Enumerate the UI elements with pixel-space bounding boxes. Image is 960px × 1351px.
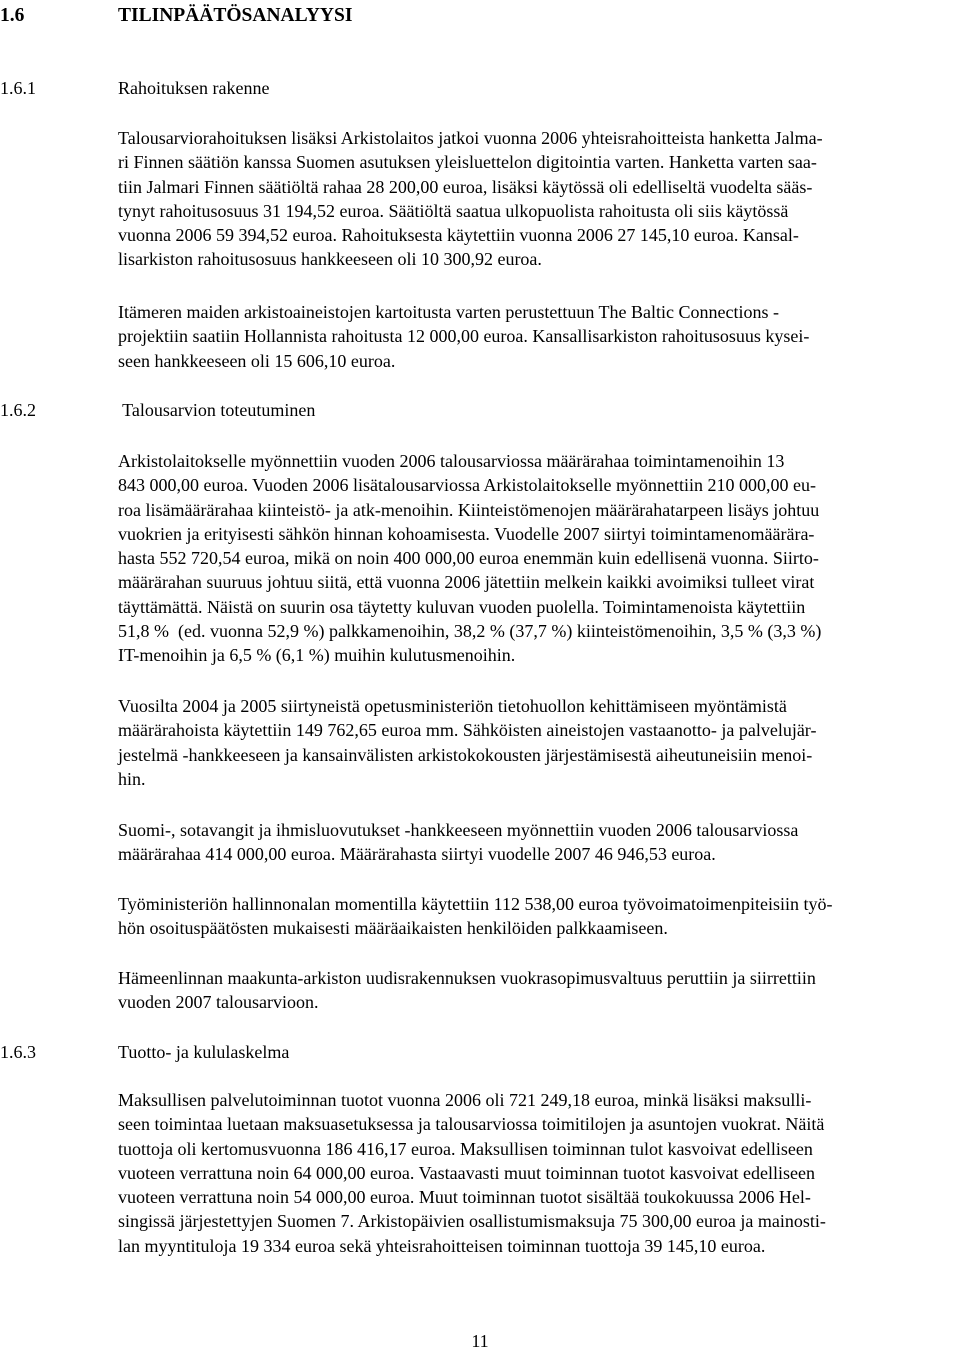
page-number: 11 xyxy=(471,1331,489,1351)
text-line: lisarkiston rahoitusosuus hankkeeseen oli 10 300,92 euroa. xyxy=(118,249,542,270)
section-title: TILINPÄÄTÖSANALYYSI xyxy=(118,5,353,26)
text-line: projektiin saatiin Hollannista rahoitusta 12 000,00 euroa. Kansallisarkiston rahoitusosuus kysei- xyxy=(118,326,810,347)
text-line: tuottoja oli kertomusvuonna 186 416,17 euroa. Maksullisen toiminnan tulot kasvoivat edelliseen xyxy=(118,1138,813,1159)
text-line: Arkistolaitokselle myönnettiin vuoden 2006 talousarviossa määrärahaa toimintamenoihin 13 xyxy=(118,451,785,471)
text-line: jestelmä -hankkeeseen ja kansainvälisten arkistokokousten järjestämisestä aiheutuneisiin menoi- xyxy=(118,744,813,765)
text-line: ri Finnen säätiön kanssa Suomen asutuksen yleisluettelon digitointia varten. Hanketta varten saa- xyxy=(118,152,817,173)
paragraph xyxy=(118,818,960,867)
text-line: tiin Jalmari Finnen säätiöltä rahaa 28 200,00 euroa, lisäksi käytössä oli edelliseltä vuodelta sääs- xyxy=(118,176,813,197)
text-line: vuoteen verrattuna noin 54 000,00 euroa. Muut toiminnan tuotot sisältää toukokuussa 2006 Hel- xyxy=(118,1187,811,1208)
text-line: Suomi-, sotavangit ja ihmisluovutukset -hankkeeseen myönnettiin vuoden 2006 talousarviossa xyxy=(118,820,799,840)
text-line: hön osoituspäätösten mukaisesti määräaikaisten henkilöiden palkkaamiseen. xyxy=(118,918,668,939)
text-line: määrärahan suuruus johtuu siitä, että vuonna 2006 jätettiin melkein kaikki avoimiksi tulleet virat xyxy=(118,572,815,593)
paragraph xyxy=(118,1088,960,1258)
paragraph xyxy=(118,694,960,791)
paragraph xyxy=(118,966,960,1015)
text-line: seen toimintaa luetaan maksuasetuksessa ja talousarviossa toimitilojen ja asuntojen vuokrat. Näitä xyxy=(118,1114,825,1135)
text-line: Itämeren maiden arkistoaineistojen kartoitusta varten perustettuun The Baltic Connections - xyxy=(118,302,779,322)
text-line: 51,8 % (ed. vuonna 52,9 %) palkkamenoihin, 38,2 % (37,7 %) kiinteistömenoihin, 3,5 % (3,3 %) xyxy=(118,621,822,642)
text-line: määrärahoista käytettiin 149 762,65 euroa mm. Sähköisten aineistojen vastaanotto- ja palvelujär- xyxy=(118,720,817,741)
text-line: täyttämättä. Näistä on suurin osa täytetty kuluvan vuoden puolella. Toimintamenoista käytettiin xyxy=(118,596,806,617)
text-line: Työministeriön hallinnonalan momentilla käytettiin 112 538,00 euroa työvoimatoimenpiteisiin työ- xyxy=(118,894,833,914)
text-line: hasta 552 720,54 euroa, mikä on noin 400 000,00 euroa enemmän kuin edellisenä vuonna. Siirto- xyxy=(118,548,819,569)
text-line: Vuosilta 2004 ja 2005 siirtyneistä opetusministeriön tietohuollon kehittämiseen myöntämistä xyxy=(118,696,787,716)
paragraph xyxy=(118,892,960,941)
text-line: Maksullisen palvelutoiminnan tuotot vuonna 2006 oli 721 249,18 euroa, minkä lisäksi maksulli- xyxy=(118,1090,812,1110)
text-line: vuoden 2007 talousarvioon. xyxy=(118,992,319,1013)
subsection-number: 1.6.2 xyxy=(0,400,36,420)
text-line: määrärahaa 414 000,00 euroa. Määrärahasta siirtyi vuodelle 2007 46 946,53 euroa. xyxy=(118,844,716,865)
text-line: Hämeenlinnan maakunta-arkiston uudisrakennuksen vuokrasopimusvaltuus peruttiin ja siirrettiin xyxy=(118,968,816,988)
text-line: roa lisämäärärahaa kiinteistö- ja atk-menoihin. Kiinteistömenojen määrärahatarpeen lisäys johtuu xyxy=(118,499,820,520)
text-line: 843 000,00 euroa. Vuoden 2006 lisätalousarviossa Arkistolaitokselle myönnettiin 210 000,00 eu- xyxy=(118,475,816,496)
paragraph xyxy=(118,449,960,668)
text-line: seen hankkeeseen oli 15 606,10 euroa. xyxy=(118,350,396,371)
paragraph xyxy=(118,300,960,373)
subsection-number: 1.6.3 xyxy=(0,1042,36,1062)
subsection-number: 1.6.1 xyxy=(0,78,36,98)
text-line: vuokrien ja erityisesti sähkön hinnan kohoamisesta. Vuodelle 2007 siirtyi toimintamenomäärära- xyxy=(118,523,815,544)
section-number: 1.6 xyxy=(0,5,25,26)
paragraph xyxy=(118,126,960,272)
text-line: vuoteen verrattuna noin 64 000,00 euroa. Vastaavasti muut toiminnan tuotot kasvoivat edelliseen xyxy=(118,1162,816,1183)
text-line: vuonna 2006 59 394,52 euroa. Rahoituksesta käytettiin vuonna 2006 27 145,10 euroa. Kansal- xyxy=(118,225,799,246)
text-line: Talousarviorahoituksen lisäksi Arkistolaitos jatkoi vuonna 2006 yhteisrahoitteista hanketta Jalma- xyxy=(118,128,823,148)
text-line: singissä järjestettyjen Suomen 7. Arkistopäivien osallistumismaksuja 75 300,00 euroa ja mainosti- xyxy=(118,1211,826,1232)
text-line: hin. xyxy=(118,768,146,789)
text-line: lan myyntituloja 19 334 euroa sekä yhteisrahoitteisen toiminnan tuottoja 39 145,10 euroa. xyxy=(118,1235,766,1256)
text-line: IT-menoihin ja 6,5 % (6,1 %) muihin kulutusmenoihin. xyxy=(118,645,516,666)
subsection-title: Rahoituksen rakenne xyxy=(118,78,270,98)
subsection-title: Tuotto- ja kululaskelma xyxy=(118,1042,290,1062)
subsection-title: Talousarvion toteutuminen xyxy=(118,400,316,420)
text-line: tynyt rahoitusosuus 31 194,52 euroa. Säätiöltä saatua ulkopuolista rahoitusta oli siis käytössä xyxy=(118,200,789,221)
